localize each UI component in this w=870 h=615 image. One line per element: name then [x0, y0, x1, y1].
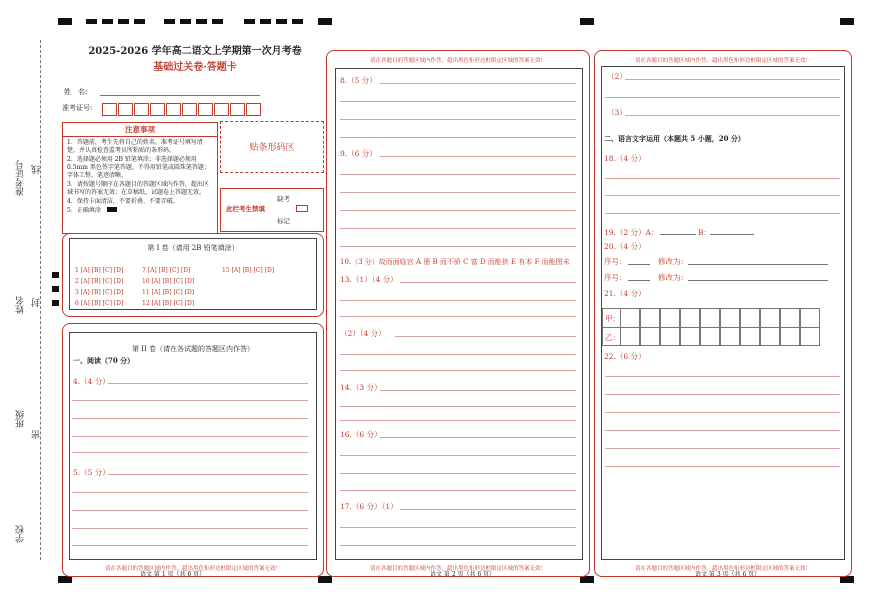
absent-top: 缺考: [277, 195, 290, 203]
marker: [102, 19, 113, 24]
answer-line[interactable]: [625, 115, 840, 116]
fill-sample-icon: [107, 207, 117, 212]
yi-label: 乙：: [605, 333, 620, 342]
side-class: 班级: [16, 410, 26, 428]
marker: [52, 300, 59, 306]
q4-label: 4.（4 分）: [73, 377, 110, 386]
answer-line[interactable]: [605, 376, 840, 377]
absent-checkbox[interactable]: [296, 205, 308, 212]
answer-line[interactable]: [380, 156, 576, 157]
answer-line[interactable]: [605, 430, 840, 431]
answer-line[interactable]: [72, 492, 308, 493]
footer-page1: 语文 第 1 页（共 6 页）: [140, 571, 206, 578]
warning: 请在各题目的答题区域内作答，超出黑色矩形边框限定区域的答案无效！: [634, 566, 811, 572]
exam-no-boxes[interactable]: [102, 101, 272, 115]
q19-label: 19.（2 分）A：: [604, 228, 659, 237]
answer-line[interactable]: [380, 83, 576, 84]
mc-item[interactable]: 10 [A] [B] [C] [D]: [142, 278, 195, 285]
answer-line[interactable]: [340, 545, 576, 546]
mc-col1[interactable]: [75, 265, 123, 309]
section2-panel: [62, 323, 324, 577]
notice-item-fill: [67, 207, 213, 215]
jia-label: 甲：: [605, 314, 620, 323]
side-school: 学校: [16, 525, 26, 543]
answer-line[interactable]: [340, 101, 576, 102]
mc-item[interactable]: 1 [A] [B] [C] [D]: [75, 267, 124, 274]
fix-label: 修改为：: [658, 257, 688, 266]
warning: 请在各题目的答题区域内作答，超出黑色矩形边框限定区域的答案无效！: [369, 566, 546, 572]
notice-item: 2．选择题必须用 2B 铅笔填涂；非选择题必须用 0.5mm 黑色签字笔答题，不得用铅笔或圆珠笔答题；字体工整、笔迹清晰。: [67, 156, 210, 179]
absent-bottom: 标记: [277, 217, 290, 225]
mc-item[interactable]: 3 [A] [B] [C] [D]: [75, 289, 124, 296]
answer-line[interactable]: [605, 448, 840, 449]
answer-line[interactable]: [340, 228, 576, 229]
q16-label: 16.（6 分）: [340, 430, 382, 439]
answer-line[interactable]: [605, 394, 840, 395]
answer-line[interactable]: [340, 246, 576, 247]
q17-label: 17.（6 分）（1）: [340, 502, 398, 511]
answer-line[interactable]: [605, 412, 840, 413]
notice-item: 4．保持卡面清洁，不要折叠、不要弄破。: [67, 198, 179, 205]
q18-label: 18.（4 分）: [604, 154, 646, 163]
page-subtitle: 基础过关卷·答题卡: [153, 62, 237, 73]
marker: [196, 19, 207, 24]
col2-panel: [326, 50, 590, 577]
answer-line[interactable]: [605, 97, 840, 98]
answer-line[interactable]: [72, 545, 308, 546]
answer-line[interactable]: [72, 418, 308, 419]
marker: [318, 576, 332, 583]
q19-b-field[interactable]: [710, 234, 754, 235]
side-name: 姓名: [16, 296, 26, 314]
answer-line[interactable]: [625, 79, 840, 80]
marker: [840, 576, 854, 583]
mc-item[interactable]: 2 [A] [B] [C] [D]: [75, 278, 124, 285]
marker: [52, 286, 59, 292]
answer-line[interactable]: [72, 528, 308, 529]
answer-line[interactable]: [400, 509, 576, 510]
absent-box: [220, 188, 324, 232]
warning: 请在各题目的答题区域内作答，超出黑色矩形边框限定区域的答案无效！: [369, 58, 546, 64]
marker: [260, 19, 271, 24]
marker: [276, 19, 287, 24]
notice-item: 5．正确填涂: [67, 207, 101, 214]
exam-no-label: 准考证号:: [62, 104, 93, 112]
answer-line[interactable]: [605, 466, 840, 467]
q5-label: 5.（5 分）: [73, 468, 110, 477]
part2-label: （2）: [607, 72, 627, 81]
language-section-heading: 二、语言文字运用（本题共 5 小题，20 分）: [604, 134, 745, 143]
notice-box: [62, 122, 218, 234]
answer-line[interactable]: [380, 437, 576, 438]
warning: 请在各题目的答题区域内作答，超出黑色矩形边框限定区域的答案无效！: [634, 58, 811, 64]
barcode-area: [220, 121, 324, 173]
marker: [180, 19, 191, 24]
answer-line[interactable]: [108, 474, 308, 475]
mc-item[interactable]: 7 [A] [B] [C] [D]: [142, 267, 191, 274]
name-label: 姓 名:: [64, 88, 88, 96]
answer-line[interactable]: [340, 420, 576, 421]
answer-line[interactable]: [72, 510, 308, 511]
marker: [134, 19, 145, 24]
q10-label: 10.（3 分）故而面临官 A 册 B 而不骄 C 富 D 而能供 E 有本 F 而能图未: [340, 258, 570, 266]
marker: [580, 18, 594, 25]
reading-heading: 一、阅读（70 分）: [73, 356, 135, 365]
answer-line[interactable]: [108, 383, 308, 384]
warning: 请在各题目的答题区域内作答，超出黑色矩形边框限定区域的答案无效！: [104, 566, 281, 572]
barcode-label: 贴条形码区: [249, 143, 295, 153]
marker: [212, 19, 223, 24]
marker: [580, 576, 594, 583]
answer-line[interactable]: [400, 282, 576, 283]
seq-label: 序号：: [604, 257, 627, 266]
notice-item: 1．答题前，考生先将自己的姓名，准考证号填写清楚，并认真检查监考员所粘贴的条形码。: [67, 139, 203, 154]
q14-label: 14.（3 分）: [340, 383, 382, 392]
answer-line[interactable]: [605, 195, 840, 196]
mc-item[interactable]: 12 [A] [B] [C] [D]: [142, 300, 195, 307]
absent-label: 此栏考生禁填: [226, 205, 265, 213]
answer-line[interactable]: [340, 370, 576, 371]
mc-col2[interactable]: [142, 265, 194, 309]
page-title: 2025-2026 学年高二语文上学期第一次月考卷: [88, 46, 302, 57]
marker: [244, 19, 255, 24]
answer-line[interactable]: [72, 400, 308, 401]
mc-item[interactable]: 11 [A] [B] [C] [D]: [142, 289, 195, 296]
answer-line[interactable]: [340, 406, 576, 407]
answer-line[interactable]: [340, 192, 576, 193]
section2-title: 第 II 卷（请在各试题的答题区内作答）: [132, 345, 254, 353]
seq-field[interactable]: [628, 264, 650, 265]
marker: [86, 19, 97, 24]
q13b-label: （2）（4 分）: [340, 329, 386, 338]
section1-panel: [62, 233, 324, 317]
q8-label: 8.（5 分）: [340, 76, 377, 85]
marker: [840, 18, 854, 25]
q21-cells[interactable]: [620, 308, 820, 346]
marker: [58, 18, 72, 25]
part3-label: （3）: [607, 108, 627, 117]
seq-label: 序号：: [604, 273, 627, 282]
answer-line[interactable]: [340, 300, 576, 301]
fix-field[interactable]: [688, 264, 828, 265]
answer-line[interactable]: [340, 137, 576, 138]
notice-title: 注意事项: [63, 123, 217, 137]
q22-label: 22.（6 分）: [604, 352, 646, 361]
q19-b-label: B：: [698, 228, 712, 237]
answer-line[interactable]: [605, 178, 840, 179]
mc-col3[interactable]: [222, 265, 274, 276]
answer-line[interactable]: [395, 336, 576, 337]
q9-label: 9.（6 分）: [340, 149, 377, 158]
section1-title: 第 I 卷（请用 2B 铅笔填涂）: [147, 244, 239, 252]
answer-line[interactable]: [72, 436, 308, 437]
marker: [118, 19, 129, 24]
answer-line[interactable]: [605, 213, 840, 214]
answer-line[interactable]: [340, 119, 576, 120]
answer-line[interactable]: [72, 452, 308, 453]
q19-a-field[interactable]: [660, 234, 696, 235]
fix-field[interactable]: [688, 280, 828, 281]
name-field[interactable]: [100, 95, 260, 96]
marker: [292, 19, 303, 24]
q21-label: 21.（4 分）: [604, 289, 646, 298]
answer-line[interactable]: [340, 473, 576, 474]
footer-page3: 语文 第 3 页（共 6 页）: [695, 571, 761, 578]
seq-field[interactable]: [628, 280, 650, 281]
notice-item: 3．请按题号顺序在各题目的答题区域内作答，超出区域书写的答案无效；在草稿纸、试题卷上答题无效。: [67, 181, 209, 196]
answer-line[interactable]: [340, 354, 576, 355]
marker: [164, 19, 175, 24]
answer-line[interactable]: [340, 210, 576, 211]
answer-line[interactable]: [340, 490, 576, 491]
footer-page2: 语文 第 2 页（共 6 页）: [430, 571, 496, 578]
answer-line[interactable]: [340, 316, 576, 317]
answer-line[interactable]: [380, 390, 576, 391]
marker: [52, 272, 59, 278]
mc-item[interactable]: 6 [A] [B] [C] [D]: [75, 300, 124, 307]
answer-line[interactable]: [340, 527, 576, 528]
answer-line[interactable]: [340, 174, 576, 175]
q13a-label: 13.（1）（4 分）: [340, 275, 398, 284]
marker: [318, 18, 332, 25]
side-exam-no: 准考证号: [16, 160, 26, 196]
mc-item[interactable]: 15 [A] [B] [C] [D]: [222, 267, 275, 274]
side-seal: 封: [32, 298, 42, 307]
q20-label: 20.（4 分）: [604, 242, 646, 251]
side-secret: 密: [32, 430, 42, 439]
answer-line[interactable]: [340, 455, 576, 456]
fix-label: 修改为：: [658, 273, 688, 282]
marker: [58, 576, 72, 583]
side-line: 线: [32, 165, 42, 174]
